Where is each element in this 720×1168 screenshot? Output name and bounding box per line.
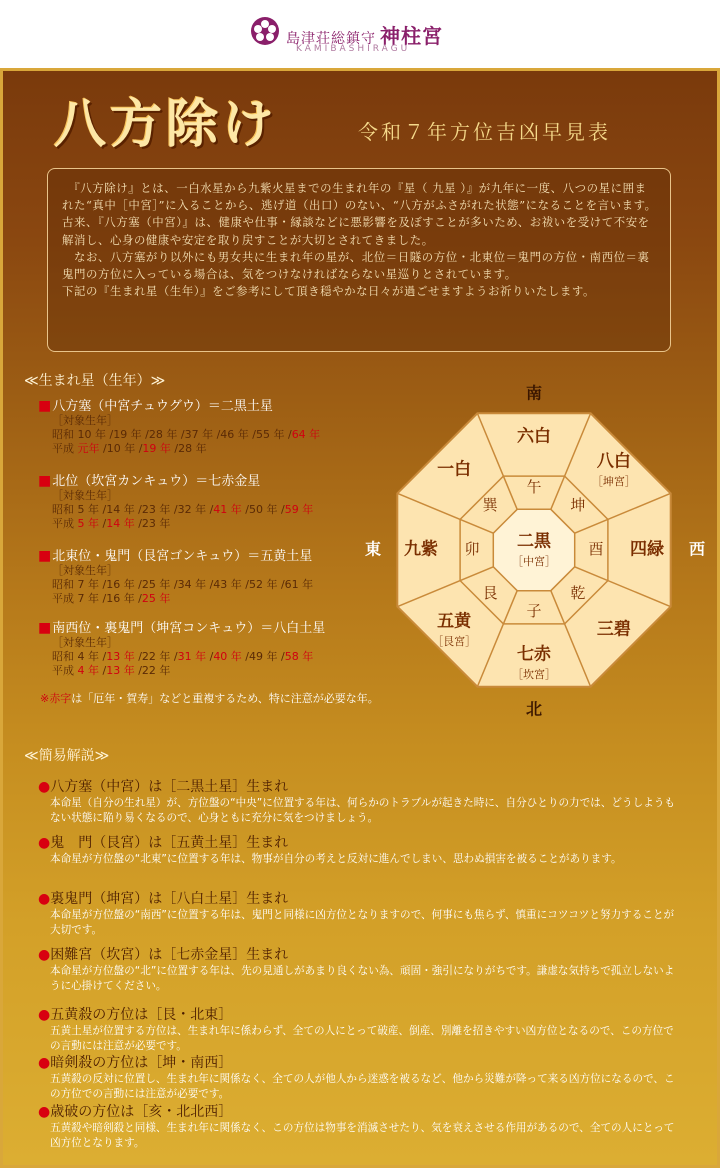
caution-year: 41 年	[213, 503, 242, 516]
inner-direction-label: 子	[526, 602, 542, 620]
bullet-icon: ●	[38, 1055, 51, 1071]
caution-year: 19 年	[142, 442, 171, 455]
outer-palace-label: ［坎宮］	[512, 668, 556, 681]
direction-chart	[364, 380, 720, 720]
year-text: /10 年 /	[99, 442, 143, 455]
brand-subtitle: 島津荘総鎮守	[286, 31, 376, 47]
inner-direction-label: 午	[526, 478, 542, 496]
explanation-title	[38, 888, 678, 908]
inner-direction-label: 乾	[570, 583, 586, 602]
outer-star-label: 九紫	[404, 539, 438, 560]
explanation-body: 本命星が方位盤の“北東”に位置する年は、物事が自分の考えと反対に進んでしまい、思わぬ損害を被ることがあります。	[50, 853, 622, 865]
square-bullet-icon: ■	[38, 620, 52, 636]
caution-year: 64 年	[291, 428, 321, 441]
caution-year: 40 年	[213, 650, 242, 663]
square-bullet-icon: ■	[38, 548, 52, 564]
inner-direction-label: 艮	[482, 583, 498, 602]
explanation-title-text: 裏鬼門（坤宮）は［八白土星］生まれ	[50, 891, 289, 907]
group-title-text: 南西位・裏鬼門（坤宮コンキュウ）＝八白土星	[52, 621, 326, 636]
bullet-icon: ●	[38, 835, 51, 851]
year-text: 平成	[52, 517, 78, 530]
bullet-icon: ●	[38, 779, 51, 795]
explanation-item	[38, 944, 678, 994]
group-label: ［対象生年］	[52, 489, 118, 502]
direction-south-label: 南	[525, 383, 543, 403]
explanation-title	[38, 1052, 678, 1072]
group-label: ［対象生年］	[52, 564, 118, 577]
year-text: /	[206, 650, 214, 663]
explanation-title-text: 八方塞（中宮）は［二黒土星］生まれ	[50, 779, 289, 795]
caution-year: 58 年	[284, 650, 314, 663]
group-title	[38, 470, 388, 489]
year-text: /	[99, 517, 107, 530]
outer-star-label: 四緑	[630, 539, 664, 560]
year-text: /49 年 /	[241, 650, 285, 663]
birth-star-group	[38, 395, 388, 456]
year-text: 平成 7 年 /16 年 /	[52, 592, 142, 605]
year-text: /23 年	[134, 517, 171, 530]
showa-years	[38, 650, 388, 664]
direction-east-label: 東	[364, 539, 382, 559]
outer-star-label: 八白	[596, 451, 631, 472]
direction-west-label: 西	[688, 539, 706, 559]
inner-direction-label: 坤	[570, 496, 586, 515]
intro-paragraph: 古来、『八方塞（中宮）』は、健康や仕事・縁談などに悪影響を及ぼすことが多いため、お祓いを受けて不安を解消し、心身の健康や安定を取り戻すことが大切とされてきました。	[62, 215, 650, 247]
heisei-years	[38, 517, 388, 531]
bullet-icon: ●	[38, 1104, 51, 1120]
group-title	[38, 545, 388, 564]
explanation-title-text: 困難宮（坎宮）は［七赤金星］生まれ	[50, 947, 289, 963]
outer-star-label: 六白	[517, 426, 551, 447]
year-text: /22 年	[134, 664, 171, 677]
explanation-title	[38, 1101, 678, 1121]
showa-years	[38, 428, 388, 442]
explanation-body: 五黄土星が位置する方位は、生まれ年に係わらず、全ての人にとって破産、倒産、別離を招きやすい凶方位となるので、この方位での言動には注意が必要です。	[50, 1025, 674, 1052]
center-palace-label: ［中宮］	[512, 555, 556, 568]
bullet-icon: ●	[38, 1007, 51, 1023]
square-bullet-icon: ■	[38, 398, 52, 414]
caution-year: 4 年	[77, 664, 99, 677]
caution-year: 14 年	[106, 517, 135, 530]
brand-roman: KAMIBASHIRAGU	[296, 44, 411, 54]
page-title: 八方除け	[54, 94, 279, 155]
explanation-body: 五黄殺の反対に位置し、生まれ年に関係なく、全ての人が他人から迷惑を被るなど、他から災難が降って来る凶方位になるので、この方位での言動には注意が必要です。	[50, 1073, 675, 1100]
explanation-title	[38, 776, 678, 796]
intro-paragraph: なお、八方塞がり以外にも男女共に生まれ年の星が、北位＝日隧の方位・北東位＝鬼門の方位・南西位＝裏鬼門の方位に入っている場合は、気をつけなければならない星巡りとされています。	[62, 249, 650, 282]
crest-icon	[250, 16, 280, 46]
outer-palace-label: ［艮宮］	[432, 634, 477, 648]
caution-year: 59 年	[284, 503, 314, 516]
group-label: ［対象生年］	[52, 636, 118, 649]
inner-direction-label: 巽	[482, 496, 498, 515]
caution-year: 13 年	[106, 664, 135, 677]
note-text: は「厄年・賀寿」などと重複するため、特に注意が必要な年。	[71, 692, 379, 705]
caution-year: 31 年	[177, 650, 207, 663]
site-header	[0, 0, 720, 68]
caution-year: 25 年	[141, 592, 171, 605]
page-subtitle: 令和７年方位吉凶早見表	[358, 120, 611, 144]
showa-years	[38, 503, 388, 517]
heisei-years	[38, 664, 388, 678]
explanation-title-text: 歳破の方位は［亥・北北西］	[50, 1104, 233, 1120]
outer-palace-label: ［坤宮］	[591, 475, 636, 489]
group-title-text: 北位（坎宮カンキュウ）＝七赤金星	[52, 474, 261, 489]
inner-direction-label: 酉	[588, 540, 604, 558]
explanation-title-text: 鬼 門（艮宮）は［五黄土星］生まれ	[50, 835, 289, 851]
caution-year: 5 年	[77, 517, 99, 530]
heisei-years	[38, 442, 388, 456]
explanation-body: 本命星（自分の生れ星）が、方位盤の“中央”に位置する年は、何らかのトラブルが起きた時に、自分ひとりの力では、どうしようもない状態に陥り易くなるので、心身ともに充分に気をつけましょう。	[50, 797, 675, 824]
group-title-text: 北東位・鬼門（艮宮ゴンキュウ）＝五黄土星	[52, 549, 313, 564]
center-star-label: 二黒	[517, 531, 551, 552]
explanation-body: 五黄殺や暗剣殺と同様、生まれ年に関係なく、この方位は物事を消滅させたり、気を衰えさせる作用があるので、全ての人にとって凶方位となります。	[50, 1122, 675, 1149]
birth-stars-heading: ≪生まれ星（生年）≫	[24, 373, 166, 389]
year-text: 平成	[52, 442, 78, 455]
year-text: 昭和 10 年 /19 年 /28 年 /37 年 /46 年 /55 年 /	[52, 428, 292, 441]
explanation-item	[38, 1004, 678, 1054]
showa-years	[38, 578, 388, 592]
outer-star-label: 五黄	[437, 611, 472, 632]
year-text: /22 年 /	[134, 650, 178, 663]
year-text: 昭和 7 年 /16 年 /25 年 /34 年 /43 年 /52 年 /61 年	[52, 578, 314, 591]
year-text: /	[99, 664, 107, 677]
explanation-title	[38, 1004, 678, 1024]
explanation-item	[38, 1052, 678, 1102]
explanation-item	[38, 832, 678, 867]
explanation-title	[38, 944, 678, 964]
caution-year: 13 年	[106, 650, 135, 663]
year-text: 昭和 5 年 /14 年 /23 年 /32 年 /	[52, 503, 214, 516]
year-text: 平成	[52, 664, 78, 677]
outer-star-label: 一白	[437, 459, 472, 480]
group-label: ［対象生年］	[52, 414, 118, 427]
group-title	[38, 395, 388, 414]
explanation-body: 本命星が方位盤の“南西”に位置する年は、鬼門と同様に凶方位となりますので、何事にも焦らず、慎重にコツコツと努力することが大切です。	[50, 909, 675, 936]
group-title-text: 八方塞（中宮チュウグウ）＝二黒土星	[52, 399, 273, 414]
group-title	[38, 617, 388, 636]
intro-paragraph: 『八方除け』とは、一白水星から九紫火星までの生まれ年の『星（ 九星 ）』が九年に一度、八つの星に囲まれた“真中［中宮］”に入ることから、逃げ道（出口）のない、“八方がふさがれた状態”になることを言います。	[62, 181, 657, 213]
explanation-title	[38, 832, 678, 852]
caution-year: 元年	[77, 442, 100, 455]
explanation-item	[38, 1101, 678, 1151]
explanation-heading: ≪簡易解説≫	[24, 748, 110, 764]
birth-star-group	[38, 617, 388, 678]
explanation-body: 本命星が方位盤の“北”に位置する年は、先の見通しがあまり良くない為、頑固・強引になりがちです。謙虚な気持ちで孤立しないように心掛けてください。	[50, 965, 675, 992]
outer-star-label: 三碧	[596, 619, 631, 640]
heisei-years	[38, 592, 388, 606]
explanation-item	[38, 776, 678, 826]
square-bullet-icon: ■	[38, 473, 52, 489]
year-text: 昭和 4 年 /	[52, 650, 107, 663]
intro-box	[47, 168, 671, 352]
brand-title: 神柱宮	[380, 24, 443, 48]
note-red: ※赤字	[40, 692, 72, 705]
red-text-note	[40, 690, 379, 706]
inner-direction-label: 卯	[464, 540, 480, 558]
birth-star-group	[38, 470, 388, 531]
year-text: /28 年	[170, 442, 207, 455]
bullet-icon: ●	[38, 947, 51, 963]
direction-north-label: 北	[525, 699, 543, 719]
year-text: /50 年 /	[241, 503, 285, 516]
explanation-title-text: 五黄殺の方位は［艮・北東］	[50, 1007, 233, 1023]
explanation-title-text: 暗剣殺の方位は［坤・南西］	[50, 1055, 233, 1071]
outer-star-label: 七赤	[517, 644, 551, 665]
birth-star-group	[38, 545, 388, 606]
intro-paragraph: 下記の『生まれ星（生年）』をご参考にして頂き穏やかな日々が過ごせますようお祈りいたします。	[62, 284, 595, 299]
explanation-item	[38, 888, 678, 938]
bullet-icon: ●	[38, 891, 51, 907]
